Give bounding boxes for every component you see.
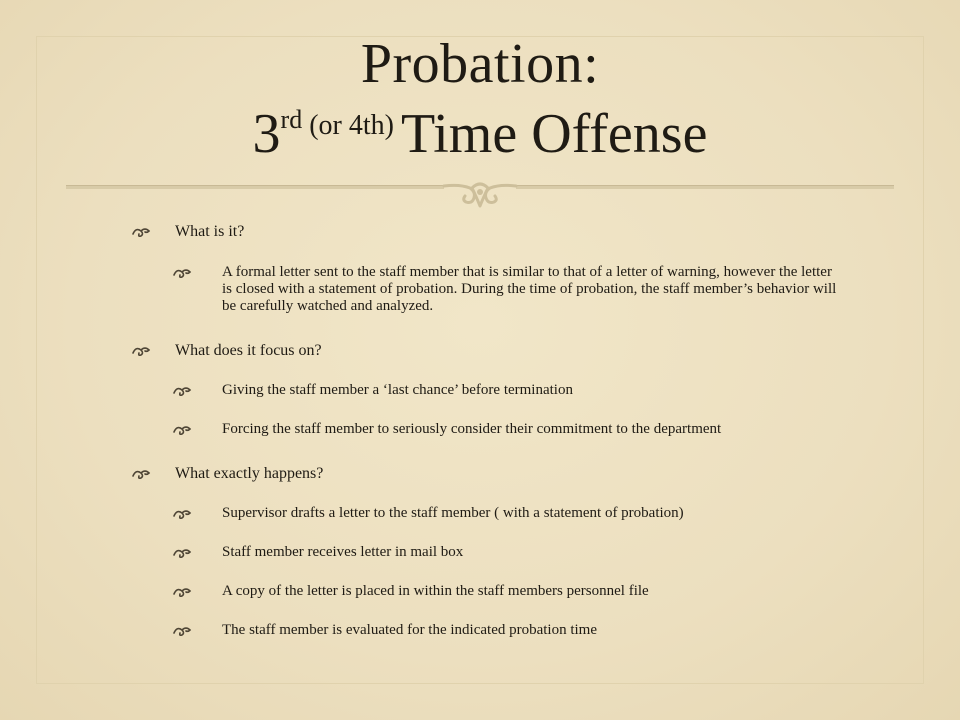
fleuron-icon — [131, 344, 155, 362]
title-parenthetical: (or 4th) — [302, 110, 401, 141]
fleuron-icon — [131, 225, 155, 243]
list-item: Forcing the staff member to seriously consider their commitment to the department — [222, 421, 722, 437]
fleuron-icon — [172, 624, 196, 642]
section-heading: What does it focus on? — [175, 342, 322, 359]
fleuron-icon — [172, 266, 196, 284]
fleuron-icon — [172, 507, 196, 525]
title-line-1: Probation: — [360, 33, 600, 95]
title-ordinal-suffix: rd — [280, 105, 303, 134]
list-item: Staff member receives letter in mail box — [222, 544, 464, 560]
list-item: A copy of the letter is placed in within the staff members personnel file — [222, 583, 649, 599]
list-item: Giving the staff member a ‘last chance’ before termination — [222, 382, 573, 398]
section-heading: What exactly happens? — [175, 465, 324, 482]
fleuron-icon — [172, 423, 196, 441]
fleuron-icon — [172, 546, 196, 564]
section-heading: What is it? — [175, 223, 245, 240]
fleuron-icon — [172, 585, 196, 603]
fleuron-icon — [131, 467, 155, 485]
title-main-text: Time Offense — [400, 103, 708, 165]
fleuron-icon — [172, 384, 196, 402]
list-item: Supervisor drafts a letter to the staff member ( with a statement of probation) — [222, 505, 684, 521]
list-item: The staff member is evaluated for the indicated probation time — [222, 622, 598, 638]
title-ordinal-number: 3 — [252, 103, 281, 165]
list-item: A formal letter sent to the staff member that is similar to that of a letter of warning, however the letter is closed with a statement of probation. During the time of probation, the staff member’s behavior will be carefully watched and analyzed. — [222, 264, 837, 314]
